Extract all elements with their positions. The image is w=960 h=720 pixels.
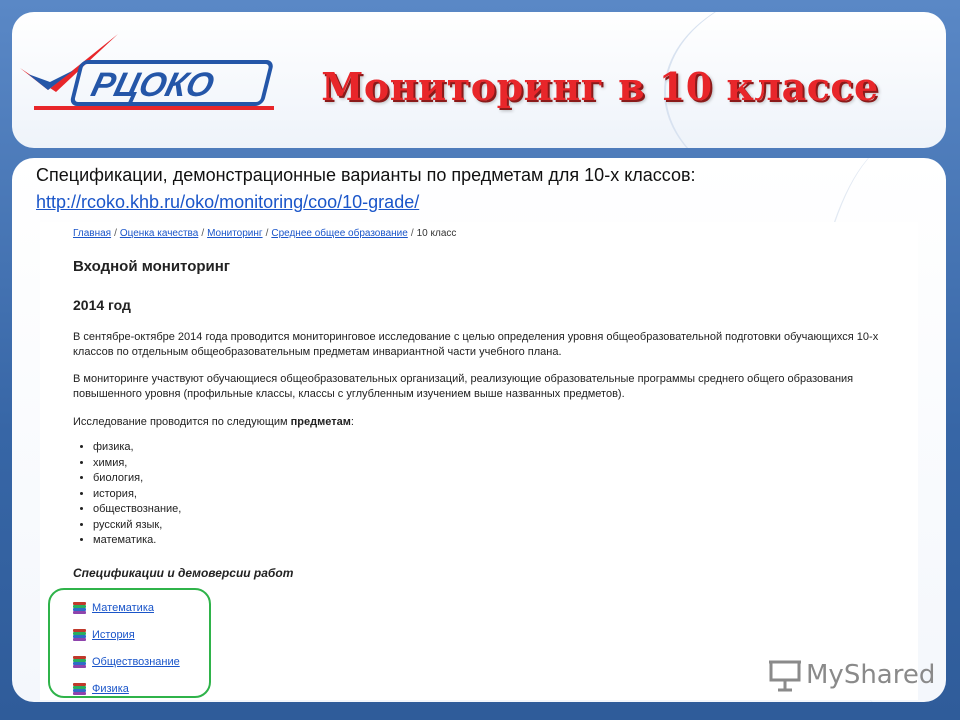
highlight-outline (48, 588, 211, 698)
intro-block (36, 162, 916, 216)
breadcrumb-home[interactable]: Главная (73, 228, 112, 239)
subject-list (73, 440, 181, 549)
breadcrumb (73, 228, 456, 239)
slide-title: Мониторинг в 10 классе (321, 64, 879, 109)
rcoko-logo-icon (18, 30, 283, 120)
document-link-physics[interactable]: Физика (92, 682, 129, 695)
breadcrumb-separator: / (410, 228, 414, 239)
breadcrumb-current: 10 класс (416, 228, 457, 239)
paragraph-participants: В мониторинге участвуют обучающиеся общеобразовательных организаций, реализующие образовательные программы среднего общего образования повышенного уровня (профильные классы, классы с углубленным изучением выше названных предметов). (73, 373, 854, 400)
presentation-board-icon (768, 658, 802, 692)
document-link-history[interactable]: История (92, 628, 135, 641)
intro-text: Спецификации, демонстрационные варианты по предметам для 10-х классов: (36, 165, 696, 185)
list-item: • история, (93, 487, 181, 503)
list-item: • русский язык, (93, 518, 181, 534)
breadcrumb-secondary[interactable]: Среднее общее образование (271, 228, 408, 239)
list-item: • биология, (93, 471, 181, 487)
breadcrumb-quality[interactable]: Оценка качества (119, 228, 199, 239)
paragraph-purpose: В сентябре-октябре 2014 года проводится мониторинговое исследование с целью определения уровня общеобразовательной подготовки обучающихся 10-х классов по отдельным общеобразовательным предметам инвариантной части учебного плана. (73, 331, 879, 358)
breadcrumb-separator: / (201, 228, 205, 239)
webpage-screenshot (40, 222, 918, 700)
breadcrumb-monitoring[interactable]: Мониторинг (207, 228, 263, 239)
breadcrumb-separator: / (114, 228, 117, 239)
rcoko-logo (18, 30, 283, 120)
breadcrumb-separator: / (265, 228, 269, 239)
list-item: • физика, (93, 440, 181, 456)
year-heading: 2014 год (73, 297, 131, 313)
intro-link[interactable]: http://rcoko.khb.ru/oko/monitoring/coo/10-grade/ (36, 192, 420, 212)
list-item: • химия, (93, 456, 181, 472)
paragraph-subjects-intro: Исследование проводится по следующим предметам: (73, 416, 354, 428)
list-item: • математика. (93, 533, 181, 549)
document-link-social[interactable]: Обществознание (92, 655, 180, 668)
svg-text:РЦОКО: РЦОКО (87, 66, 218, 104)
page-heading: Входной мониторинг (73, 258, 231, 275)
spec-heading: Спецификации и демоверсии работ (73, 566, 294, 580)
list-item: • обществознание, (93, 502, 181, 518)
document-link-math[interactable]: Математика (92, 601, 154, 614)
watermark (768, 655, 935, 695)
watermark-text: MyShared (806, 660, 936, 690)
